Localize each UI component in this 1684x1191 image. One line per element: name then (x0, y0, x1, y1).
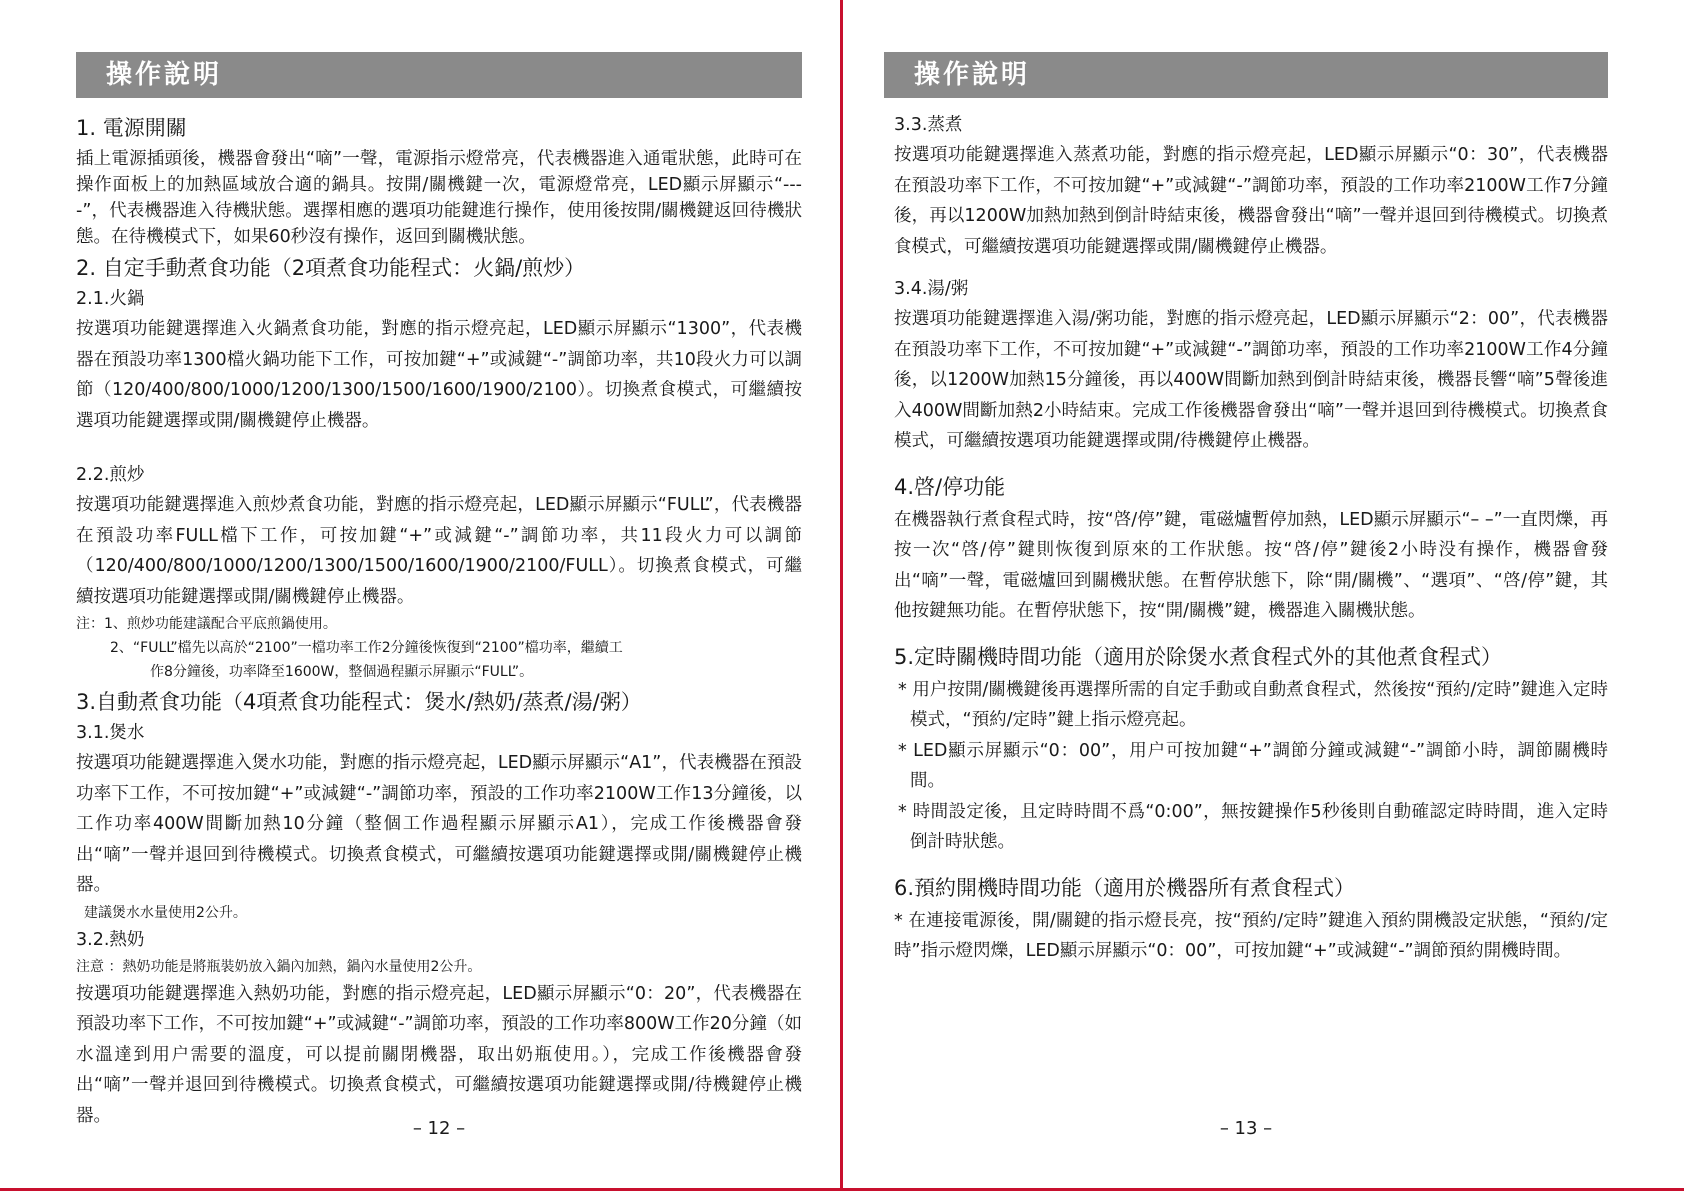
subsection-title: 2.2.煎炒 (76, 465, 145, 485)
right-page (884, 0, 1608, 1191)
spacer (76, 436, 802, 460)
section-title: 6.預約開機時間功能（適用於機器所有煮食程式） (894, 875, 1356, 900)
section-body: 按選項功能鍵選擇進入熱奶功能，對應的指示燈亮起，LED顯示屏顯示“0：20”，代表機器在預設功率下工作，不可按加鍵“+”或減鍵“-”調節功率，預設的工作功率800W工作20分鐘（如水溫達到用户需要的溫度，可以提前關閉機器，取出奶瓶使用。），完成工作後機器會發出“嘀”一聲并退回到待機模式。切換煮食模式，可繼續按選項功能鍵選擇或開/待機鍵停止機器。 (76, 983, 802, 1126)
section-body: 按選項功能鍵選擇進入煲水功能，對應的指示燈亮起，LED顯示屏顯示“A1”，代表機器在預設功率下工作，不可按加鍵“+”或減鍵“-”調節功率，預設的工作功率2100W工作13分鐘後，以工作功率400W間斷加熱10分鐘（整個工作過程顯示屏顯示A1），完成工作後機器會發出“嘀”一聲并退回到待機模式。切換煮食模式，可繼續按選項功能鍵選擇或開/關機鍵停止機器。 (76, 753, 802, 895)
subsection-title: 3.3.蒸煮 (894, 115, 963, 135)
section-body: * 在連接電源後，開/關鍵的指示燈長亮，按“預約/定時”鍵進入預約開機設定狀態，“預約/定時”指示燈閃爍，LED顯示屏顯示“0：00”，可按加鍵“+”或減鍵“-”調節預約開機時間。 (894, 910, 1608, 961)
section-body: 插上電源插頭後，機器會發出“嘀”一聲，電源指示燈常亮，代表機器進入通電狀態，此時可在操作面板上的加熱區域放合適的鍋具。按開/關機鍵一次，電源燈常亮，LED顯示屏顯示“----”，代表機器進入待機狀態。選擇相應的選項功能鍵進行操作，使用後按開/關機鍵返回待機狀態。在待機模式下，如果60秒沒有操作，返回到關機狀態。 (76, 149, 802, 247)
bullet-item: * 用户按開/關機鍵後再選擇所需的自定手動或自動煮食程式，然後按“預約/定時”鍵進入定時模式，“預約/定時”鍵上指示燈亮起。 (898, 679, 1608, 730)
subsection-title: 3.2.熱奶 (76, 929, 145, 950)
subsection-title: 2.1.火鍋 (76, 289, 145, 309)
note: 作8分鐘後，功率降至1600W，整個過程顯示屏顯示“FULL”。 (150, 664, 534, 680)
section-title: 5.定時關機時間功能（適用於除煲水煮食程式外的其他煮食程式） (894, 644, 1503, 669)
spacer (894, 262, 1608, 274)
note: 建議煲水水量使用2公升。 (84, 904, 247, 921)
bullet-item: * 時間設定後，且定時時間不爲“0:00”，無按鍵操作5秒後則自動確認定時時間，進入定時倒計時狀態。 (898, 801, 1608, 852)
subsection-title: 3.1.煲水 (76, 723, 145, 743)
spacer (894, 627, 1608, 639)
page-number: – 12 – (412, 1118, 466, 1139)
note: 注：1、煎炒功能建議配合平底煎鍋使用。 (76, 616, 337, 632)
spacer (894, 457, 1608, 469)
center-divider (840, 0, 843, 1191)
section-title: 3.自動煮食功能（4項煮食功能程式：煲水/熱奶/蒸煮/湯/粥） (76, 690, 642, 714)
page-number: – 13 – (1219, 1118, 1273, 1139)
page-header: 操作說明 (884, 52, 1608, 98)
right-content (894, 110, 1608, 967)
left-content (76, 110, 802, 1131)
spacer (894, 858, 1608, 870)
bullet-item: * LED顯示屏顯示“0：00”，用户可按加鍵“+”調節分鐘或減鍵“-”調節小時，調節關機時間。 (898, 740, 1608, 791)
section-title: 4.啓/停功能 (894, 474, 1006, 499)
note: 注意 ：熱奶功能是將瓶裝奶放入鍋內加熱，鍋內水量使用2公升。 (76, 958, 482, 975)
section-body: 按選項功能鍵選擇進入煎炒煮食功能，對應的指示燈亮起，LED顯示屏顯示“FULL”，代表機器在預設功率FULL檔下工作，可按加鍵“+”或減鍵“-”調節功率，共11段火力可以調節（120/400/800/1000/1200/1300/1500/1600/1900/2100/FULL）。切換煮食模式，可繼續按選項功能鍵選擇或開/關機鍵停止機器。 (76, 495, 802, 607)
section-body: 在機器執行煮食程式時，按“啓/停”鍵，電磁爐暫停加熱，LED顯示屏顯示“– –”一直閃爍，再按一次“啓/停”鍵則恢復到原來的工作狀態。按“啓/停”鍵後2小時没有操作，機器會發出“嘀”一聲，電磁爐回到關機狀態。在暫停狀態下，除“開/關機”、“選項”、“啓/停”鍵，其他按鍵無功能。在暫停狀態下，按“開/關機”鍵，機器進入關機狀態。 (894, 509, 1608, 621)
section-body: 按選項功能鍵選擇進入火鍋煮食功能，對應的指示燈亮起，LED顯示屏顯示“1300”，代表機器在預設功率1300檔火鍋功能下工作，可按加鍵“+”或減鍵“-”調節功率，共10段火力可以調節（120/400/800/1000/1200/1300/1500/1600/1900/2100）。切換煮食模式，可繼續按選項功能鍵選擇或開/關機鍵停止機器。 (76, 319, 802, 431)
page-header: 操作說明 (76, 52, 802, 98)
section-body: 按選項功能鍵選擇進入蒸煮功能，對應的指示燈亮起，LED顯示屏顯示“0：30”，代表機器在預設功率下工作，不可按加鍵“+”或減鍵“-”調節功率，預設的工作功率2100W工作7分鐘後，再以1200W加熱加熱到倒計時結束後，機器會發出“嘀”一聲并退回到待機模式。切換煮食模式，可繼續按選項功能鍵選擇或開/關機鍵停止機器。 (894, 145, 1608, 257)
left-page (76, 0, 802, 1191)
subsection-title: 3.4.湯/粥 (894, 279, 969, 299)
section-title: 2. 自定手動煮食功能（2項煮食功能程式：火鍋/煎炒） (76, 256, 586, 280)
note: 2、“FULL”檔先以高於“2100”一檔功率工作2分鐘後恢復到“2100”檔功率，繼續工 (110, 640, 623, 656)
section-body: 按選項功能鍵選擇進入湯/粥功能，對應的指示燈亮起，LED顯示屏顯示“2：00”，代表機器在預設功率下工作，不可按加鍵“+”或減鍵“-”調節功率，預設的工作功率2100W工作4分鐘後，以1200W加熱15分鐘後，再以400W間斷加熱到倒計時結束後，機器長響“嘀”5聲後進入400W間斷加熱2小時結束。完成工作後機器會發出“嘀”一聲并退回到待機模式。切換煮食模式，可繼續按選項功能鍵選擇或開/待機鍵停止機器。 (894, 309, 1608, 451)
section-title: 1. 電源開關 (76, 116, 187, 140)
